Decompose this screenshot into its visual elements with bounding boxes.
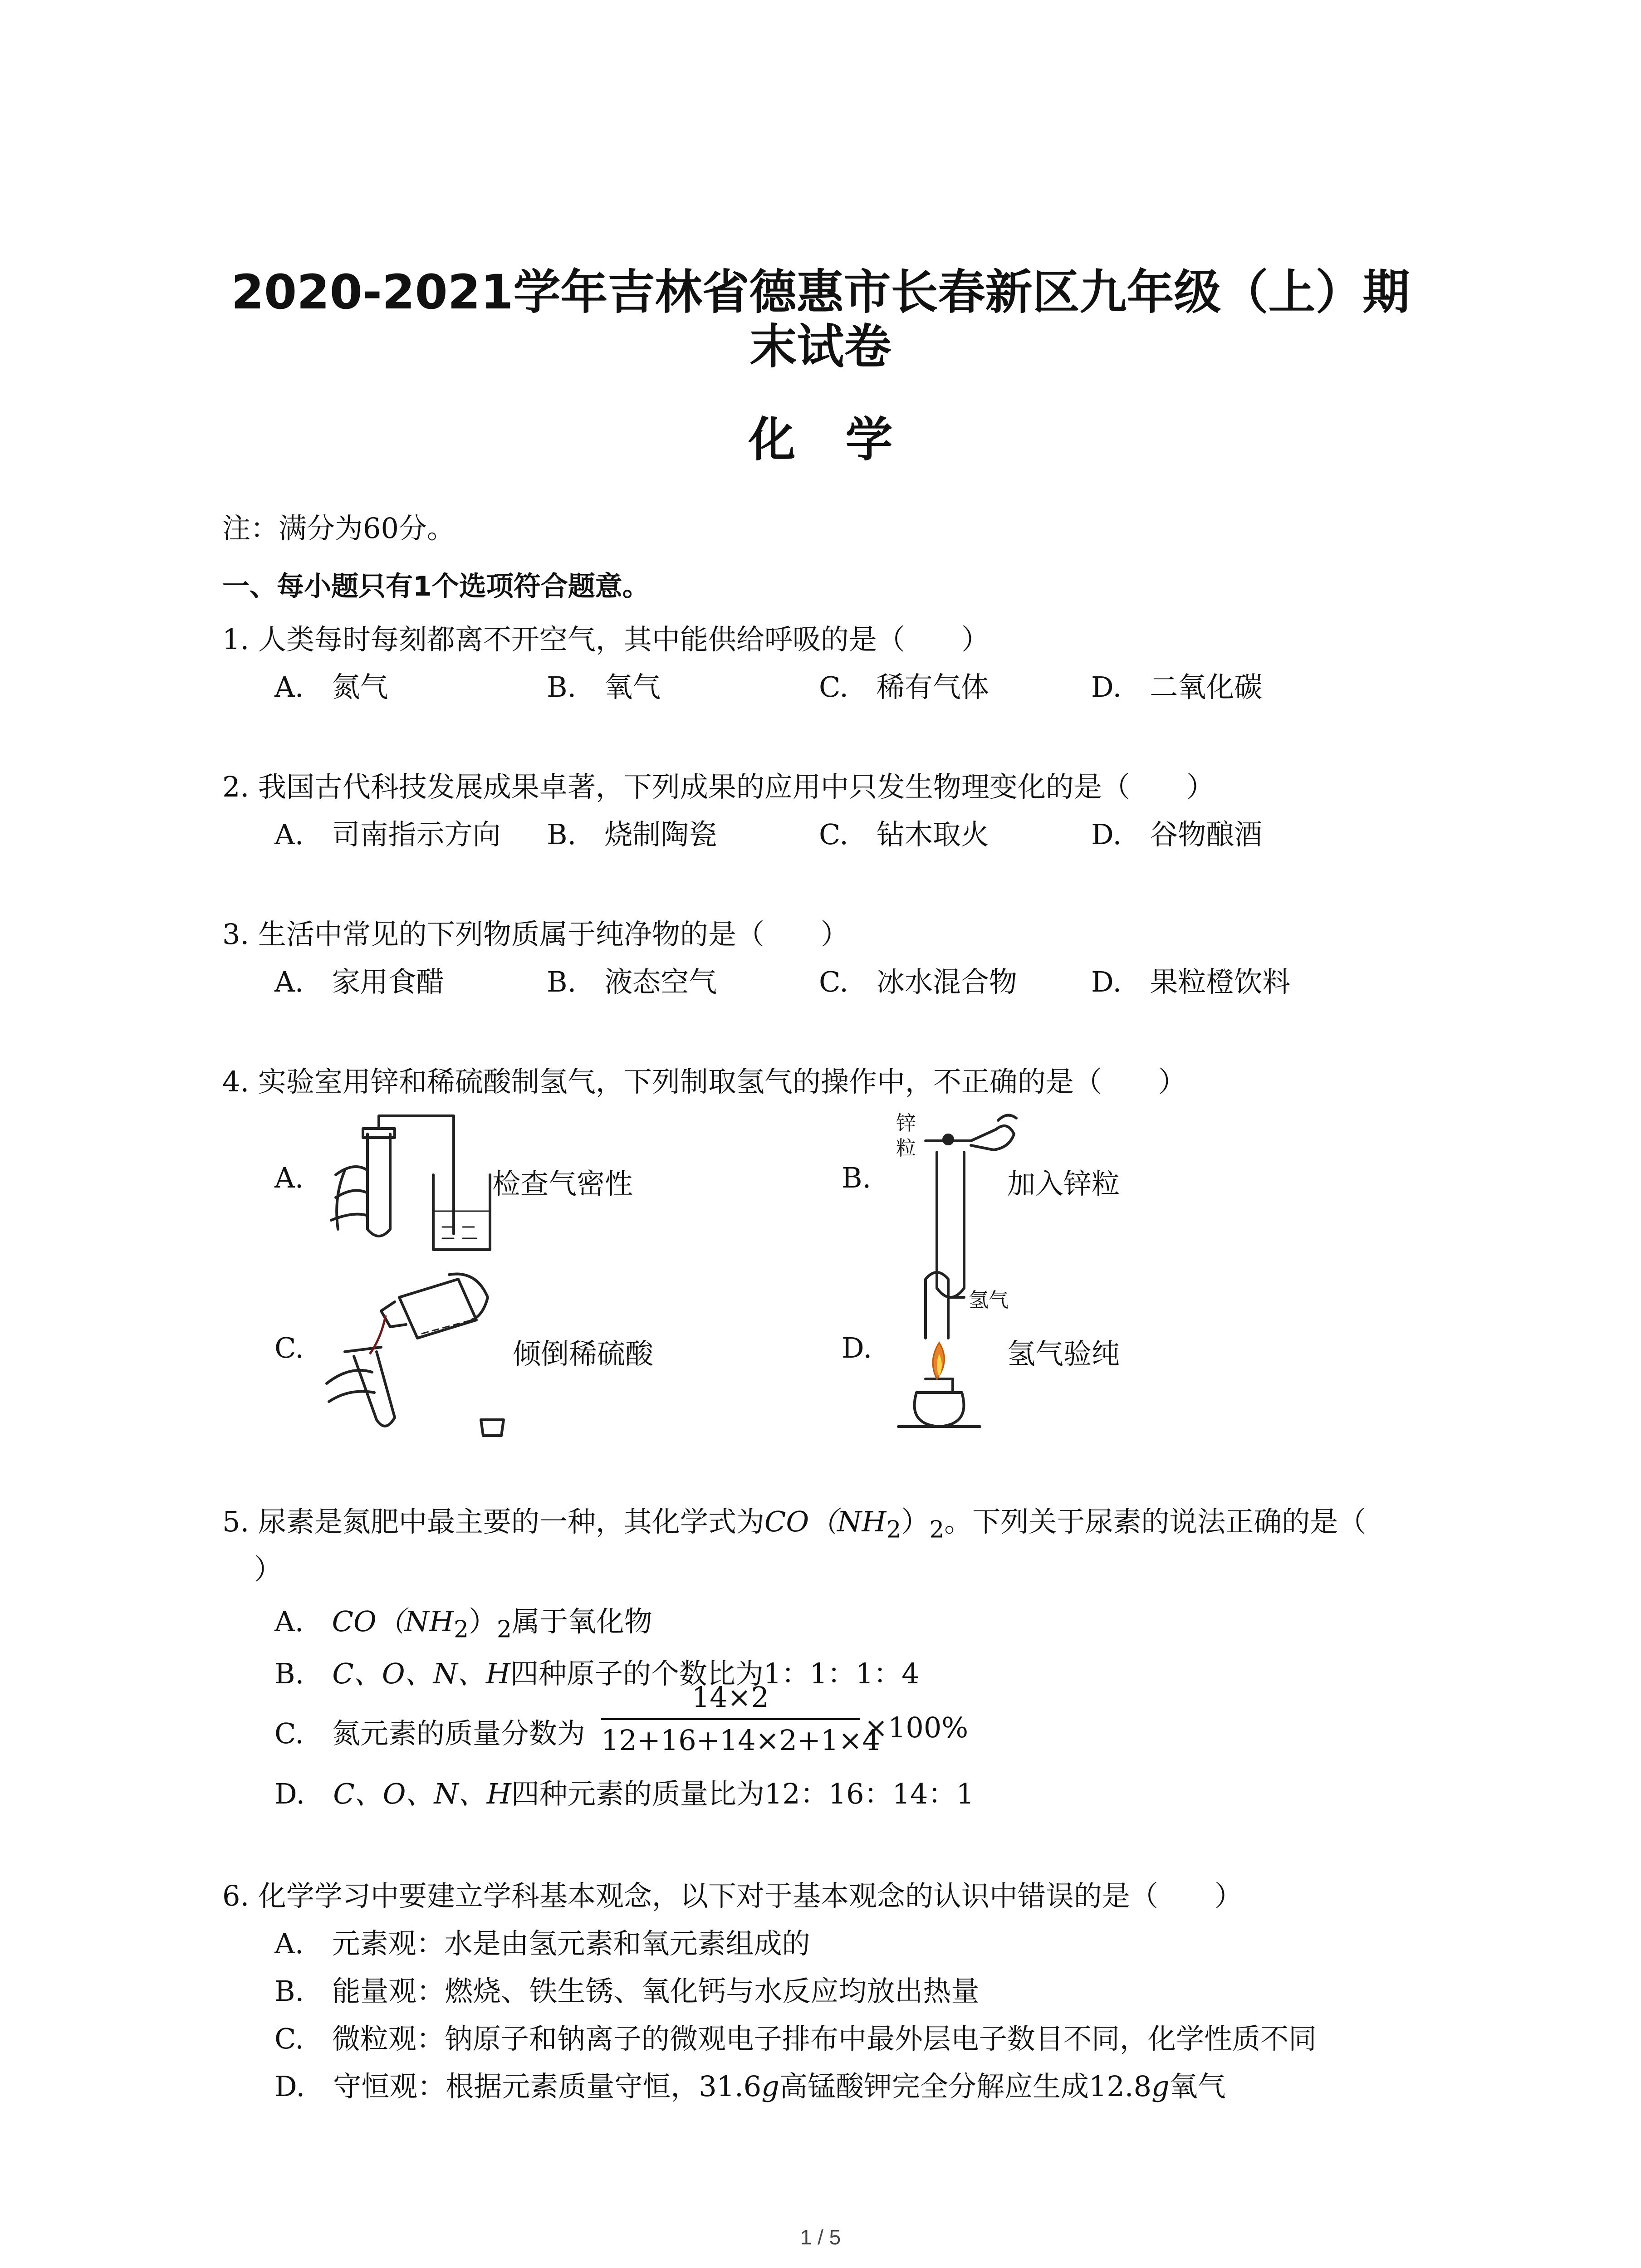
option-c-text: 氮元素的质量分数为 — [332, 1717, 585, 1750]
urea-paren: ） — [901, 1505, 930, 1538]
question-5-stem-start: 5. 尿素是氮肥中最主要的一种，其化学式为 — [222, 1505, 764, 1538]
question-4-option-b-caption: 加入锌粒 — [1007, 1167, 1120, 1200]
question-5-option-d — [274, 1771, 974, 1812]
question-5-option-a — [274, 1599, 652, 1643]
urea-subscript-outer: 2 — [929, 1516, 945, 1544]
option-d-text: 四种元素的质量比为12：16：14：1 — [511, 1777, 974, 1810]
question-4-option-c-letter: C. — [274, 1331, 304, 1364]
fraction-numerator: 14×2 — [691, 1681, 769, 1714]
option-a-text: 属于氧化物 — [511, 1605, 652, 1638]
subject-title: 化学 — [748, 412, 943, 467]
question-2-option-b: B. 烧制陶瓷 — [547, 818, 717, 851]
question-3-stem: 3. 生活中常见的下列物质属于纯净物的是（ ） — [222, 918, 849, 951]
option-d-part1: D. 守恒观：根据元素质量守恒，31.6 — [274, 2070, 762, 2103]
option-a-subscript-outer: 2 — [496, 1616, 512, 1643]
question-2-option-d: D. 谷物酿酒 — [1091, 818, 1263, 851]
question-3-option-a: A. 家用食醋 — [274, 965, 445, 998]
section-heading: 一、每小题只有1个选项符合题意。 — [222, 571, 650, 602]
fraction-tail: ×100% — [864, 1711, 969, 1744]
score-note: 注：满分为60分。 — [222, 512, 455, 545]
option-d-part2: 高锰酸钾完全分解应生成12.8 — [779, 2070, 1152, 2103]
question-5-stem-line2: ） — [254, 1553, 283, 1586]
question-1-option-a: A. 氮气 — [274, 670, 388, 704]
question-2-stem: 2. 我国古代科技发展成果卓著，下列成果的应用中只发生物理变化的是（ ） — [222, 770, 1215, 803]
urea-formula: CO（NH — [764, 1505, 887, 1538]
question-1-option-d: D. 二氧化碳 — [1091, 670, 1263, 704]
question-4-option-c-caption: 倾倒稀硫酸 — [513, 1337, 654, 1370]
unit-g-2: g — [1151, 2070, 1170, 2103]
pour-acid-figure — [327, 1270, 517, 1442]
question-5-option-c — [274, 1711, 585, 1751]
question-5-option-c-letter: C. — [274, 1717, 304, 1750]
question-6-option-c: C. 微粒观：钠原子和钠离子的微观电子排布中最外层电子数目不同，化学性质不同 — [274, 2022, 1317, 2055]
unit-g-1: g — [761, 2070, 779, 2103]
question-5-option-b-letter: B. — [274, 1657, 304, 1690]
question-5-stem-line1 — [222, 1499, 1366, 1543]
hydrogen-label: 氢气 — [969, 1289, 1009, 1312]
question-2-option-c: C. 钻木取火 — [819, 818, 989, 851]
airtightness-check-figure — [318, 1107, 508, 1256]
question-1-option-c: C. 稀有气体 — [819, 670, 989, 704]
option-a-formula: CO（NH — [332, 1605, 454, 1638]
option-d-part3: 氧气 — [1169, 2070, 1226, 2103]
question-3-option-d: D. 果粒橙饮料 — [1091, 965, 1291, 998]
option-b-text: 四种原子的个数比为1：1：1：4 — [510, 1657, 920, 1690]
fraction-denominator: 12+16+14×2+1×4 — [601, 1724, 880, 1757]
question-3-option-c: C. 冰水混合物 — [819, 965, 1017, 998]
question-4-option-a-letter: A. — [274, 1161, 304, 1194]
zinc-label-top: 锌 — [896, 1112, 916, 1135]
urea-subscript: 2 — [886, 1516, 901, 1544]
question-4-option-b-letter: B. — [842, 1161, 872, 1194]
question-6-option-b: B. 能量观：燃烧、铁生锈、氧化钙与水反应均放出热量 — [274, 1975, 980, 2008]
question-1-stem: 1. 人类每时每刻都离不开空气，其中能供给呼吸的是（ ） — [222, 623, 989, 656]
question-2-option-a: A. 司南指示方向 — [274, 818, 501, 851]
question-4-option-a-caption: 检查气密性 — [492, 1167, 633, 1200]
option-b-atoms: C、O、N、H — [332, 1657, 510, 1690]
question-6-stem: 6. 化学学习中要建立学科基本观念，以下对于基本观念的认识中错误的是（ ） — [222, 1879, 1243, 1912]
question-3-option-b: B. 液态空气 — [547, 965, 717, 998]
fraction-bar — [601, 1718, 860, 1720]
exam-title-line1: 2020-2021学年吉林省德惠市长春新区九年级（上）期 — [231, 264, 1410, 320]
zinc-label-bottom: 粒 — [896, 1137, 916, 1160]
exam-title-line2: 末试卷 — [749, 319, 892, 374]
question-5-stem-end: 。下列关于尿素的说法正确的是（ — [944, 1505, 1367, 1538]
option-a-subscript: 2 — [454, 1616, 469, 1643]
page-number: 1 / 5 — [800, 2225, 841, 2249]
question-4-option-d-caption: 氢气验纯 — [1007, 1337, 1120, 1370]
question-1-option-b: B. 氧气 — [547, 670, 661, 704]
question-4-stem: 4. 实验室用锌和稀硫酸制氢气，下列制取氢气的操作中，不正确的是（ ） — [222, 1065, 1186, 1098]
question-4-option-d-letter: D. — [842, 1331, 872, 1364]
question-6-option-d — [274, 2064, 1226, 2104]
question-5-option-a-letter: A. — [274, 1605, 304, 1638]
question-5-option-d-letter: D. — [274, 1777, 305, 1810]
option-d-atoms: C、O、N、H — [333, 1777, 511, 1810]
question-6-option-a: A. 元素观：水是由氢元素和氧元素组成的 — [274, 1927, 810, 1960]
option-a-paren: ） — [468, 1605, 497, 1638]
